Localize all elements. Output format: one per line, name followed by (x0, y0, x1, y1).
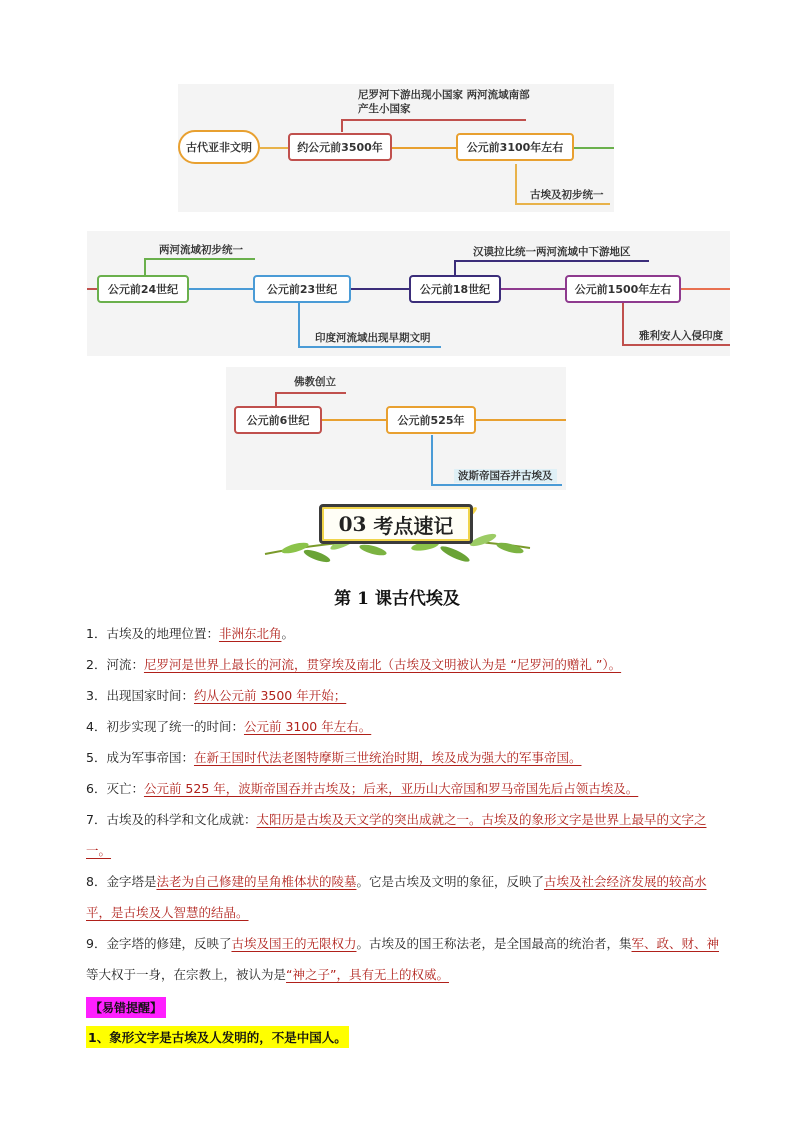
item-8-lead: 8．金字塔是 (86, 874, 157, 889)
item-6 (86, 773, 726, 804)
item-9-lead: 9．金字塔的修建，反映了 (86, 936, 232, 951)
mindmap-node-root: 古代亚非文明 (178, 130, 260, 164)
mindmap-label-small-states: 尼罗河下游出现小国家 两河流域南部 (358, 89, 530, 101)
item-1-lead: 1．古埃及的地理位置： (86, 626, 219, 641)
mindmap-label-hammurabi: 汉谟拉比统一两河流域中下游地区 (473, 246, 631, 258)
item-9 (86, 928, 726, 990)
timeline-mindmap-2 (87, 231, 730, 356)
item-3 (86, 680, 726, 711)
mindmap-node-23rd-century-bc: 公元前23世纪 (253, 275, 351, 303)
mindmap-label-mesopotamia-unified: 两河流域初步统一 (159, 244, 243, 256)
lesson-title: 第 1 课古代埃及 (334, 589, 460, 609)
item-2-lead: 2．河流： (86, 657, 144, 672)
mindmap-label-aryan-invasion: 雅利安人入侵印度 (639, 330, 723, 342)
mindmap-node-3100bc: 公元前3100年左右 (456, 133, 574, 161)
timeline-mindmap-1 (178, 84, 614, 212)
item-2 (86, 649, 726, 680)
item-8-answer: 法老为自己修建的呈角椎体状的陵墓 (156, 874, 357, 889)
error-tip-note: 1、象形文字是古埃及人发明的，不是中国人。 (86, 1026, 349, 1048)
item-5-lead: 5．成为军事帝国： (86, 750, 194, 765)
mindmap-node-6th-century-bc: 公元前6世纪 (234, 406, 322, 434)
item-5 (86, 742, 726, 773)
mindmap-label-buddhism: 佛教创立 (294, 376, 336, 388)
mindmap-label-indus-civilization: 印度河流域出现早期文明 (315, 332, 431, 344)
mindmap-node-525bc: 公元前525年 (386, 406, 476, 434)
item-9-answer: 古埃及国王的无限权力 (231, 936, 357, 951)
section-title-box (319, 504, 473, 544)
item-8-answer-2: 古埃及社会经济发展的较高水平，是古埃及人智慧的结晶。 (86, 874, 707, 920)
item-9-tail: 。古埃及的国王称法老，是全国最高的统治者，集 (356, 936, 632, 951)
mindmap-node-18th-century-bc: 公元前18世纪 (409, 275, 501, 303)
item-1 (86, 618, 726, 649)
item-9-answer-3: “神之子”，具有无上的权威。 (286, 967, 449, 982)
item-4-lead: 4．初步实现了统一的时间： (86, 719, 244, 734)
timeline-mindmap-3 (226, 367, 566, 490)
item-2-answer: 尼罗河是世界上最长的河流，贯穿埃及南北（古埃及文明被认为是 “尼罗河的赠礼 ”）。 (143, 657, 622, 672)
item-7-lead: 7．古埃及的科学和文化成就： (86, 812, 257, 827)
item-1-answer: 非洲东北角 (218, 626, 282, 641)
mindmap-node-3500bc: 约公元前3500年 (288, 133, 392, 161)
section-heading (255, 498, 540, 566)
item-7-answer: 太阳历是古埃及天文学的突出成就之一。古埃及的象形文字是世界上最早的文字之一。 (86, 812, 707, 858)
mindmap-node-1500bc: 公元前1500年左右 (565, 275, 681, 303)
item-3-lead: 3．出现国家时间： (86, 688, 194, 703)
item-9-answer-2: 军、政、财、神 (631, 936, 720, 951)
item-3-answer: 约从公元前 3500 年开始； (193, 688, 347, 703)
item-1-tail: 。 (281, 626, 294, 641)
error-tip-label: 【易错提醒】 (86, 997, 166, 1018)
section-title: 考点速记 (373, 513, 454, 538)
item-5-answer: 在新王国时代法老图特摩斯三世统治时期，埃及成为强大的军事帝国。 (193, 750, 582, 765)
item-6-answer: 公元前 525 年，波斯帝国吞并古埃及；后来，亚历山大帝国和罗马帝国先后占领古埃及。 (143, 781, 639, 796)
item-4-answer: 公元前 3100 年左右。 (243, 719, 372, 734)
mindmap-node-24th-century-bc: 公元前24世纪 (97, 275, 189, 303)
section-number: 03 (338, 512, 367, 536)
item-8-tail: 。它是古埃及文明的象征，反映了 (356, 874, 544, 889)
mindmap-label-egypt-unified: 古埃及初步统一 (530, 189, 604, 201)
item-6-lead: 6．灭亡： (86, 781, 144, 796)
item-8 (86, 866, 726, 928)
mindmap-label-persia-conquers-egypt: 波斯帝国吞并古埃及 (454, 469, 557, 483)
mindmap-label-small-states-2: 产生小国家 (358, 103, 411, 115)
item-4 (86, 711, 726, 742)
item-7 (86, 804, 726, 866)
item-9-tail-2: 等大权于一身，在宗教上，被认为是 (86, 967, 287, 982)
